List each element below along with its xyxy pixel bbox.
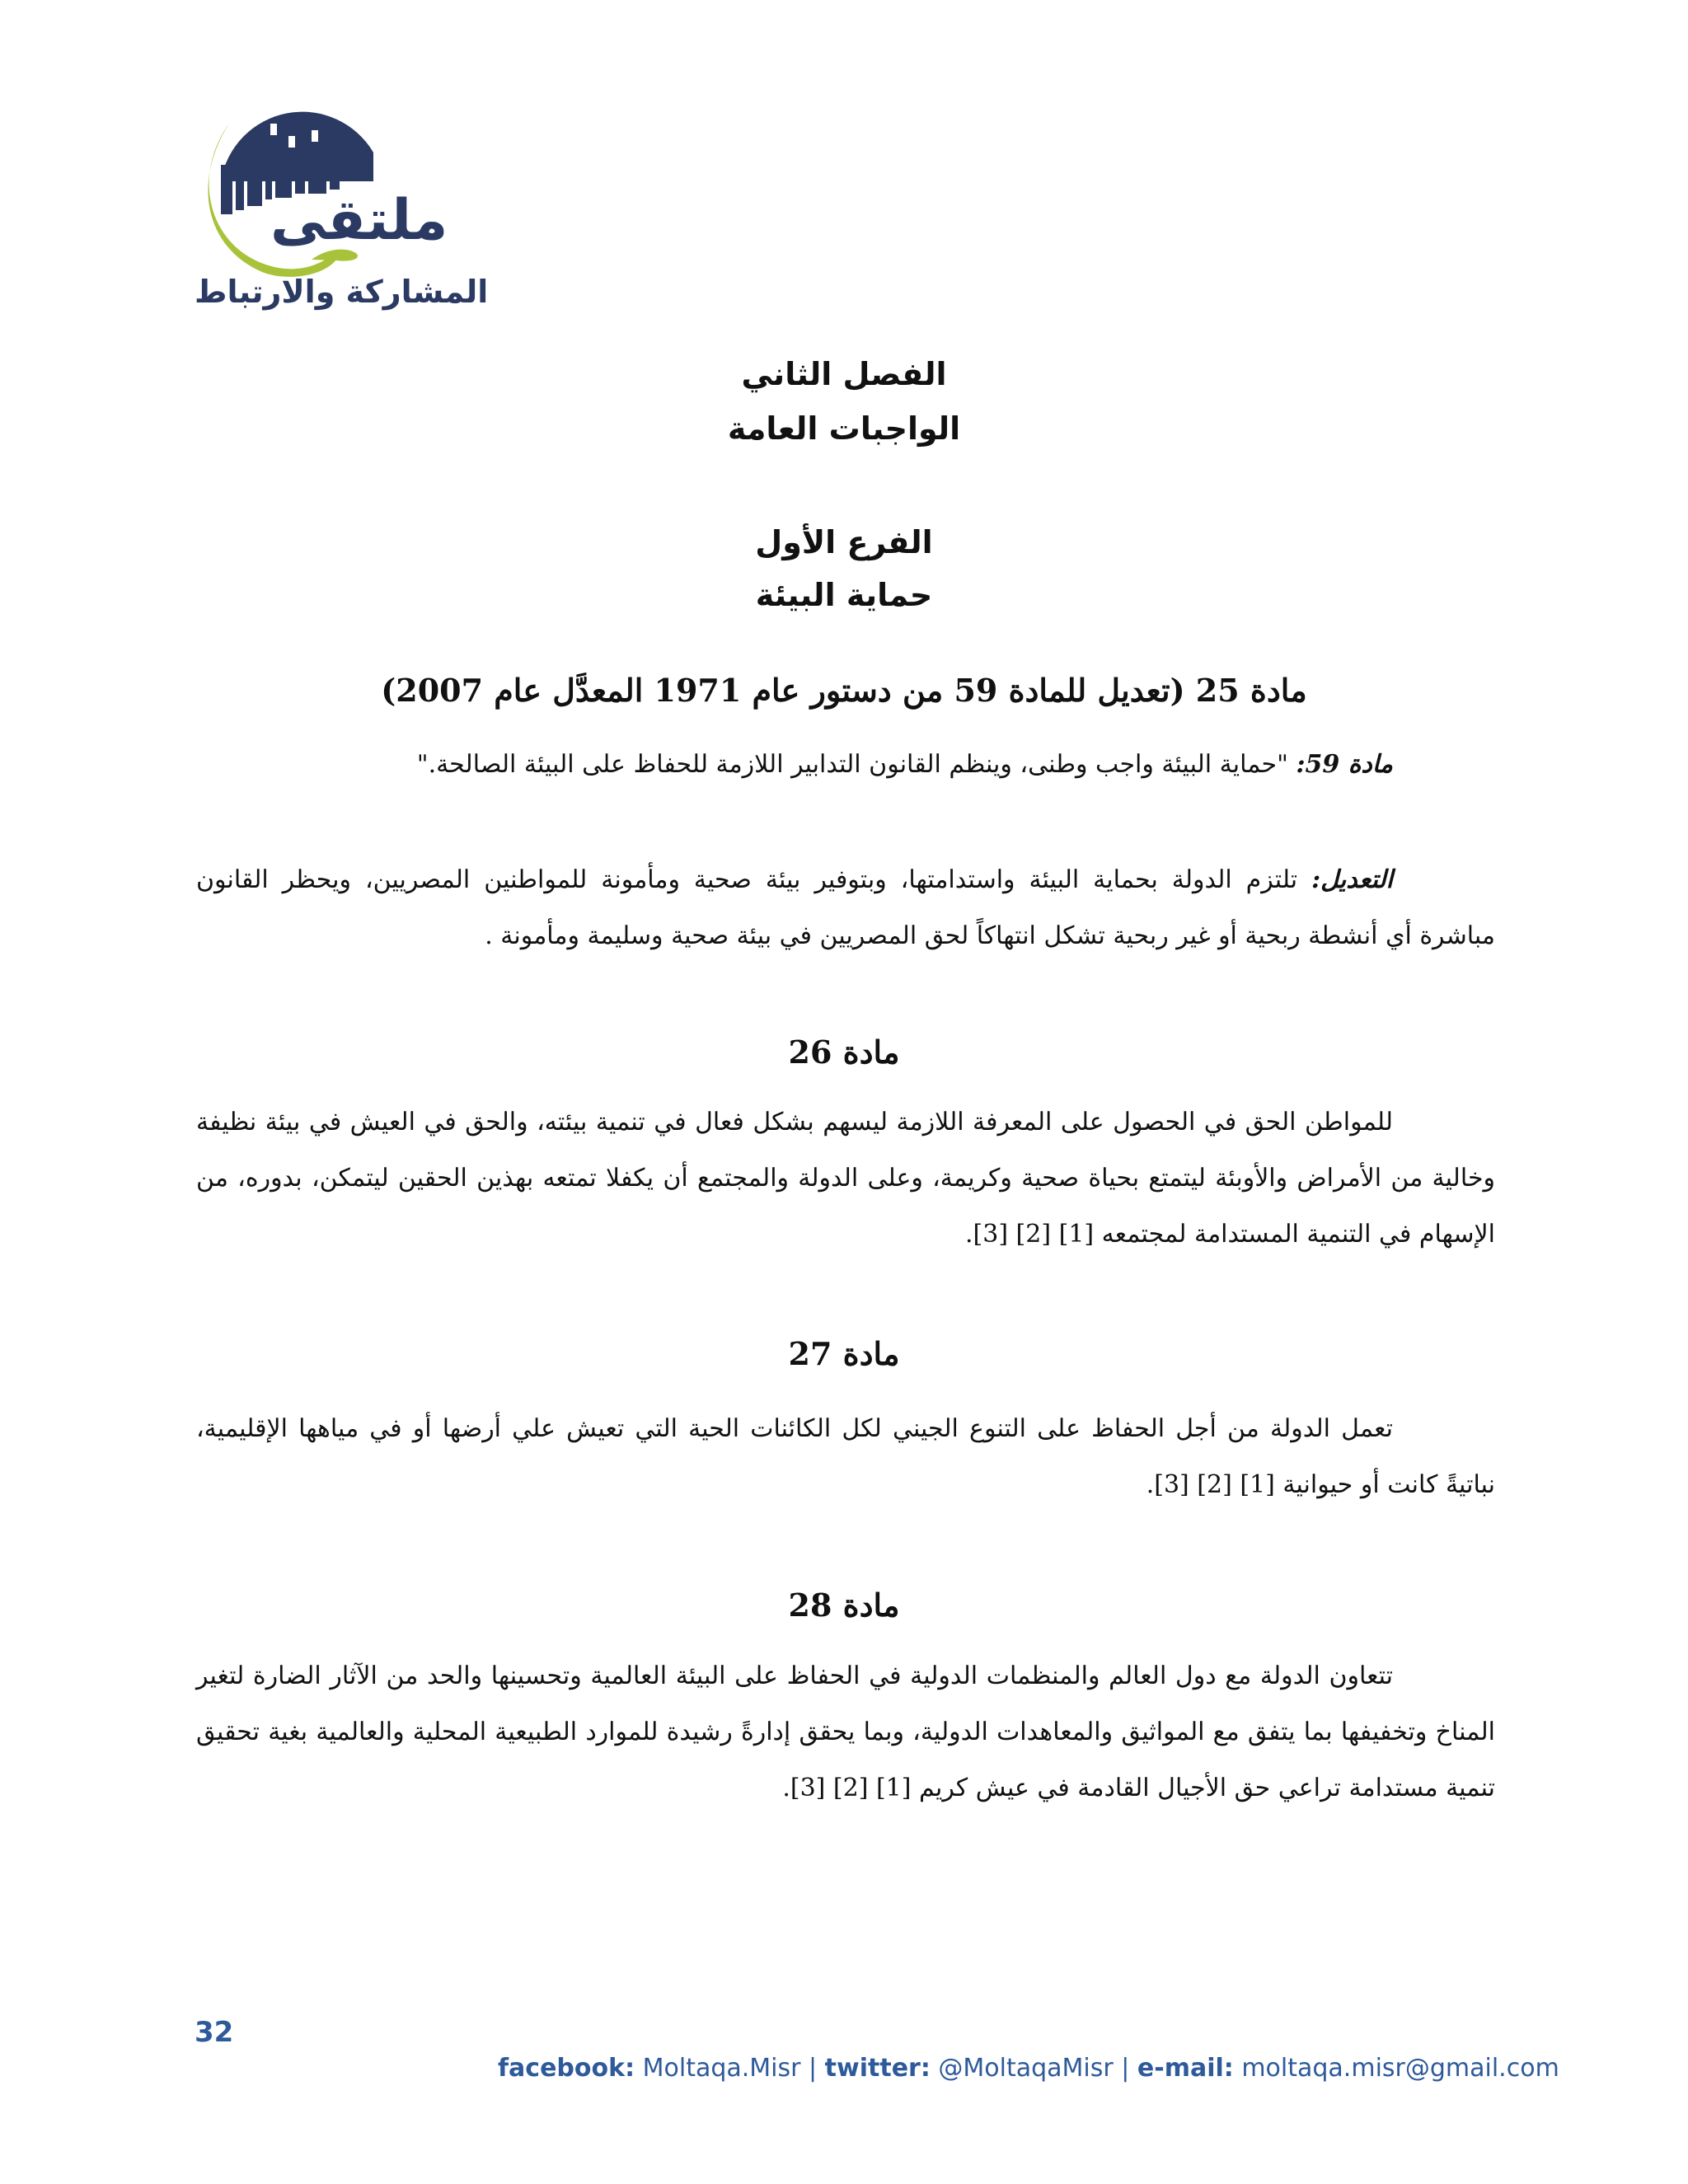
logo-brand-text: ملتقى xyxy=(270,188,448,253)
amendment-label: التعديل: xyxy=(1311,865,1393,894)
article-27-title: مادة 27 xyxy=(788,1335,900,1372)
twitter-link[interactable]: @MoltaqaMisr xyxy=(930,2054,1114,2083)
chapter-title: الفصل الثاني xyxy=(741,356,947,392)
amendment-text: تلتزم الدولة بحماية البيئة واستدامتها، وبتوفير بيئة صحية ومأمونة للمواطنين المصريين، ويحظر القانون مباشرة أي أنشطة ربحية أو غير ربحية تشكل انتهاكاً لحق المصريين في بيئة صحية وسليمة ومأمونة . xyxy=(196,865,1495,950)
logo-subtitle: المشاركة والارتباط xyxy=(195,274,489,310)
footer-contacts xyxy=(498,2054,1559,2083)
email-link[interactable]: moltaqa.misr@gmail.com xyxy=(1233,2054,1559,2083)
facebook-link[interactable]: Moltaqa.Misr xyxy=(635,2054,801,2083)
footer-separator: | xyxy=(800,2054,825,2083)
twitter-label: twitter: xyxy=(824,2054,931,2083)
reference-text: "حماية البيئة واجب وطنى، وينظم القانون التدابير اللازمة للحفاظ على البيئة الصالحة." xyxy=(416,750,1296,779)
article-28-title: مادة 28 xyxy=(788,1586,900,1624)
article-28-text: تتعاون الدولة مع دول العالم والمنظمات الدولية في الحفاظ على البيئة العالمية وتحسينها والحد من الآثار الضارة لتغير المناخ وتخفيفها بما يتفق مع المواثيق والمعاهدات الدولية، وبما يحقق إدارةً رشيدة للموارد الطبيعية المحلية والعالمية بغية تحقيق تنمية مستدامة تراعي حق الأجيال القادمة في عيش كريم [1] [2] [3]. xyxy=(196,1661,1495,1802)
facebook-label: facebook: xyxy=(498,2054,635,2083)
chapter-subtitle: الواجبات العامة xyxy=(727,410,961,447)
footer-separator: | xyxy=(1113,2054,1137,2083)
article-25-reference xyxy=(196,737,1495,793)
page-number: 32 xyxy=(195,2016,234,2049)
article-26-text: للمواطن الحق في الحصول على المعرفة اللازمة ليسهم بشكل فعال في تنمية بيئته، والحق في العيش في بيئة نظيفة وخالية من الأمراض والأوبئة ليتمتع بحياة صحية وكريمة، وعلى الدولة والمجتمع أن يكفلا تمتعه بهذين الحقين ليتمكن، بدوره، من الإسهام في التنمية المستدامة لمجتمعه [1] [2] [3]. xyxy=(196,1108,1495,1249)
article-26-title: مادة 26 xyxy=(788,1033,900,1071)
reference-label: مادة 59: xyxy=(1296,750,1393,779)
section-title: الفرع الأول xyxy=(755,524,933,560)
email-label: e-mail: xyxy=(1137,2054,1234,2083)
article-25-title: مادة 25 (تعديل للمادة 59 من دستور عام 1971 المعدَّل عام 2007) xyxy=(381,672,1307,709)
logo xyxy=(188,91,493,321)
article-27-text: تعمل الدولة من أجل الحفاظ على التنوع الجيني لكل الكائنات الحية التي تعيش علي أرضها أو في مياهها الإقليمية، نباتيةً كانت أو حيوانية [1] [2] [3]. xyxy=(196,1414,1495,1499)
section-subtitle: حماية البيئة xyxy=(755,577,933,613)
article-25-amendment xyxy=(196,852,1495,964)
